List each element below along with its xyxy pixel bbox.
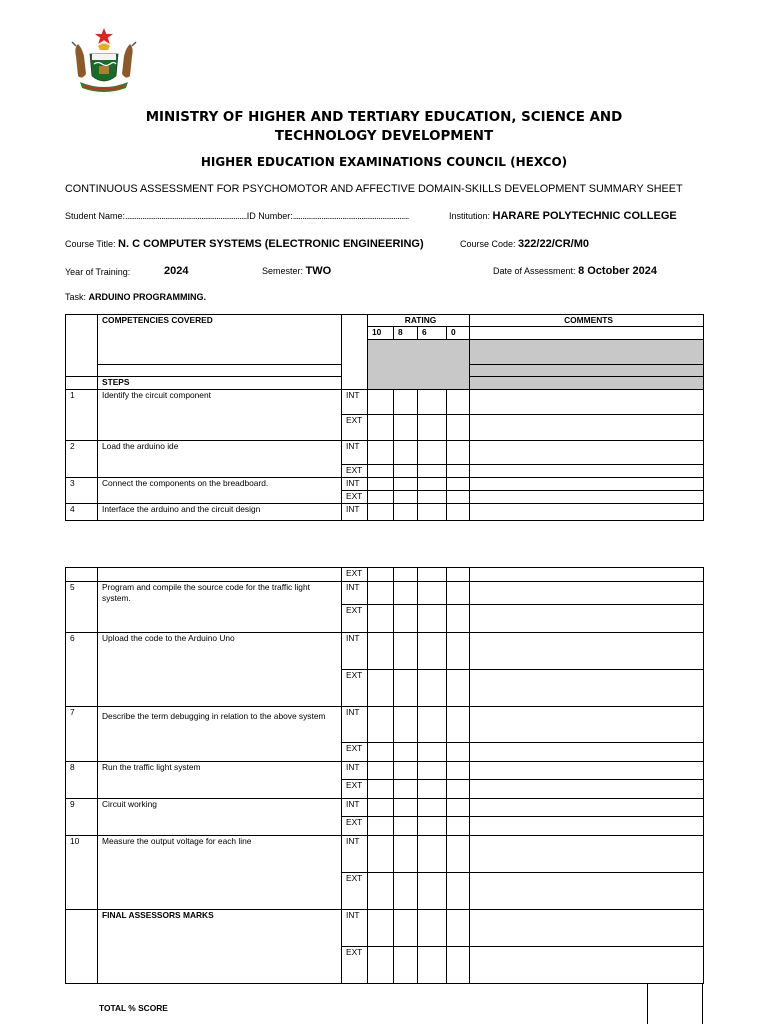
step-number: 8 [66,762,98,799]
rating-cell[interactable] [368,465,394,478]
step-number: 2 [66,441,98,478]
int-label: INT [342,836,368,873]
comments-header: COMMENTS [470,315,704,327]
rating-cell[interactable] [447,415,470,441]
rating-cell[interactable] [368,670,394,707]
rating-cell[interactable] [394,582,418,605]
rating-cell[interactable] [368,743,394,762]
coat-of-arms-emblem [66,26,142,98]
rating-cell[interactable] [447,582,470,605]
rating-cell[interactable] [447,799,470,817]
comment-cell[interactable] [470,707,704,743]
step-text: Connect the components on the breadboard. [98,478,342,504]
int-label: INT [342,633,368,670]
institution-label: Institution: [449,211,491,221]
comment-cell[interactable] [470,390,704,415]
task-value: ARDUINO PROGRAMMING. [88,292,207,302]
rating-cell[interactable] [394,491,418,504]
total-score-top-rule [65,983,703,984]
rating-cell[interactable] [447,390,470,415]
rating-cell[interactable] [418,762,447,780]
ministry-heading: MINISTRY OF HIGHER AND TERTIARY EDUCATION, SCIENCE AND TECHNOLOGY DEVELOPMENT [145,110,623,144]
rating-cell[interactable] [368,582,394,605]
blank-cell [66,568,98,582]
step-text: Program and compile the source code for the traffic light system. [98,582,342,633]
step-number: 4 [66,504,98,521]
rating-cell[interactable] [418,707,447,743]
rating-cell[interactable] [447,910,470,947]
comment-cell[interactable] [470,670,704,707]
step-text: Load the arduino ide [98,441,342,478]
int-label: INT [342,504,368,521]
course-code-value: 322/22/CR/M0 [518,238,589,250]
rating-cell[interactable] [368,491,394,504]
rating-cell[interactable] [368,441,394,465]
total-score-right-border [702,983,703,1024]
rating-cell[interactable] [418,465,447,478]
comment-cell[interactable] [470,799,704,817]
header-intext-cell [342,315,368,390]
rating-cell[interactable] [447,465,470,478]
rating-cell[interactable] [447,947,470,984]
year-label: Year of Training: [65,267,131,277]
rating-cell[interactable] [418,478,447,491]
step-number: 9 [66,799,98,836]
comments-shaded-cell [470,365,704,377]
rating-cell[interactable] [368,633,394,670]
rating-cell[interactable] [418,670,447,707]
ext-label: EXT [342,817,368,836]
ext-label: EXT [342,873,368,910]
comments-shaded-cell [470,377,704,390]
rating-cell[interactable] [368,568,394,582]
course-code-label: Course Code: [460,239,516,249]
ext-label: EXT [342,605,368,633]
rating-cell[interactable] [447,441,470,465]
rating-shaded-area [368,340,470,390]
year-value-wrap [164,265,188,277]
int-label: INT [342,707,368,743]
comment-cell[interactable] [470,605,704,633]
comments-cell [470,327,704,340]
rating-cell[interactable] [394,817,418,836]
rating-6: 6 [418,327,447,340]
rating-cell[interactable] [368,762,394,780]
rating-10: 10 [368,327,394,340]
rating-cell[interactable] [447,743,470,762]
rating-cell[interactable] [418,799,447,817]
institution-line [449,210,677,222]
rating-cell[interactable] [418,633,447,670]
rating-cell[interactable] [447,491,470,504]
ext-label: EXT [342,568,368,582]
rating-cell[interactable] [368,707,394,743]
rating-cell[interactable] [418,441,447,465]
rating-cell[interactable] [394,836,418,873]
ext-label: EXT [342,491,368,504]
comment-cell[interactable] [470,947,704,984]
rating-cell[interactable] [394,465,418,478]
rating-cell[interactable] [394,478,418,491]
rating-cell[interactable] [447,568,470,582]
header-num-cell [66,315,98,377]
id-number-label: ID Number: [246,211,293,221]
semester-label: Semester: [262,266,304,276]
rating-cell[interactable] [394,799,418,817]
rating-cell[interactable] [418,836,447,873]
rating-cell[interactable] [394,670,418,707]
ext-label: EXT [342,780,368,799]
int-label: INT [342,478,368,491]
comment-cell[interactable] [470,478,704,491]
rating-cell[interactable] [418,390,447,415]
step-text: Identify the circuit component [98,390,342,441]
task-line [65,292,206,302]
rating-cell[interactable] [394,762,418,780]
rating-cell[interactable] [447,504,470,521]
rating-cell[interactable] [394,633,418,670]
comment-cell[interactable] [470,780,704,799]
rating-cell[interactable] [394,707,418,743]
total-score-divider [647,983,648,1024]
rating-cell[interactable] [394,947,418,984]
rating-header: RATING [368,315,470,327]
step-text: Run the traffic light system [98,762,342,799]
rating-cell[interactable] [394,504,418,521]
sheet-subtitle: CONTINUOUS ASSESSMENT FOR PSYCHOMOTOR AND AFFECTIVE DOMAIN-SKILLS DEVELOPMENT SUMMARY SHEET [65,183,683,195]
comment-cell[interactable] [470,762,704,780]
step-number: 7 [66,707,98,762]
course-title-value: N. C COMPUTER SYSTEMS (ELECTRONIC ENGINEERING) [118,238,424,250]
rating-cell[interactable] [418,873,447,910]
rating-cell[interactable] [368,390,394,415]
rating-cell[interactable] [368,836,394,873]
semester-value: TWO [305,265,332,277]
rating-cell[interactable] [394,568,418,582]
comment-cell[interactable] [470,743,704,762]
rating-cell[interactable] [447,873,470,910]
rating-0: 0 [447,327,470,340]
ext-label: EXT [342,415,368,441]
rating-cell[interactable] [418,491,447,504]
task-label: Task: [65,292,87,302]
blank-cell [66,910,98,984]
rating-cell[interactable] [368,504,394,521]
rating-cell[interactable] [418,947,447,984]
final-assessors-marks-label: FINAL ASSESSORS MARKS [98,910,342,984]
step-number: 1 [66,390,98,441]
int-label: INT [342,582,368,605]
rating-cell[interactable] [447,633,470,670]
int-label: INT [342,390,368,415]
semester-line [262,265,331,277]
step-text: Upload the code to the Arduino Uno [98,633,342,707]
int-label: INT [342,799,368,817]
blank-cell [66,377,98,390]
step-text: Interface the arduino and the circuit design [98,504,342,521]
int-label: INT [342,910,368,947]
comment-cell[interactable] [470,836,704,873]
rating-cell[interactable] [447,817,470,836]
blank-cell [98,568,342,582]
comment-cell[interactable] [470,465,704,478]
student-id-line [65,211,409,221]
council-heading: HIGHER EDUCATION EXAMINATIONS COUNCIL (HEXCO) [200,155,568,169]
rating-cell[interactable] [368,817,394,836]
student-name-label: Student Name: [65,211,126,221]
comment-cell[interactable] [470,582,704,605]
rating-cell[interactable] [447,707,470,743]
comment-cell[interactable] [470,910,704,947]
rating-cell[interactable] [418,780,447,799]
rating-cell[interactable] [418,743,447,762]
student-name-blank[interactable]: ................................................................ [125,211,247,221]
rating-cell[interactable] [447,478,470,491]
rating-cell[interactable] [394,415,418,441]
ext-label: EXT [342,743,368,762]
competencies-header: COMPETENCIES COVERED [98,315,342,365]
rating-cell[interactable] [368,478,394,491]
rating-cell[interactable] [394,441,418,465]
rating-cell[interactable] [418,582,447,605]
rating-cell[interactable] [418,504,447,521]
total-score-label: TOTAL % SCORE [99,1003,168,1013]
course-title-line [65,238,424,250]
rating-cell[interactable] [447,670,470,707]
rating-cell[interactable] [394,910,418,947]
ext-label: EXT [342,947,368,984]
comments-shaded-cell [470,340,704,365]
comment-cell[interactable] [470,415,704,441]
steps-header: STEPS [98,377,342,390]
step-number: 5 [66,582,98,633]
ext-label: EXT [342,670,368,707]
rating-cell[interactable] [418,817,447,836]
rating-cell[interactable] [394,743,418,762]
assessment-table-part-2 [65,567,704,984]
step-number: 6 [66,633,98,707]
year-value: 2024 [164,265,189,277]
rating-cell[interactable] [418,568,447,582]
step-text: Measure the output voltage for each line [98,836,342,910]
comment-cell[interactable] [470,441,704,465]
rating-cell[interactable] [368,947,394,984]
int-label: INT [342,762,368,780]
institution-value: HARARE POLYTECHNIC COLLEGE [492,210,677,222]
rating-cell[interactable] [394,780,418,799]
comment-cell[interactable] [470,504,704,521]
step-text: Circuit working [98,799,342,836]
blank-cell [98,365,342,377]
rating-cell[interactable] [394,873,418,910]
date-label: Date of Assessment: [493,266,576,276]
rating-cell[interactable] [418,415,447,441]
rating-cell[interactable] [447,605,470,633]
rating-cell[interactable] [394,605,418,633]
int-label: INT [342,441,368,465]
id-number-blank[interactable]: ............................................................. [292,211,409,221]
rating-cell[interactable] [368,910,394,947]
rating-cell[interactable] [447,780,470,799]
rating-cell[interactable] [368,799,394,817]
course-title-label: Course Title: [65,239,116,249]
comment-cell[interactable] [470,873,704,910]
course-code-line [460,238,589,250]
rating-cell[interactable] [368,605,394,633]
ext-label: EXT [342,465,368,478]
rating-cell[interactable] [447,762,470,780]
step-number: 3 [66,478,98,504]
comment-cell[interactable] [470,817,704,836]
step-number: 10 [66,836,98,910]
rating-cell[interactable] [368,415,394,441]
rating-cell[interactable] [368,873,394,910]
rating-cell[interactable] [418,605,447,633]
rating-8: 8 [394,327,418,340]
date-line [493,265,657,277]
rating-cell[interactable] [368,780,394,799]
date-value: 8 October 2024 [578,265,657,277]
comment-cell[interactable] [470,633,704,670]
rating-cell[interactable] [447,836,470,873]
assessment-table-part-1 [65,314,704,521]
comment-cell[interactable] [470,568,704,582]
step-text: Describe the term debugging in relation to the above system [98,707,342,762]
rating-cell[interactable] [394,390,418,415]
comment-cell[interactable] [470,491,704,504]
rating-cell[interactable] [418,910,447,947]
